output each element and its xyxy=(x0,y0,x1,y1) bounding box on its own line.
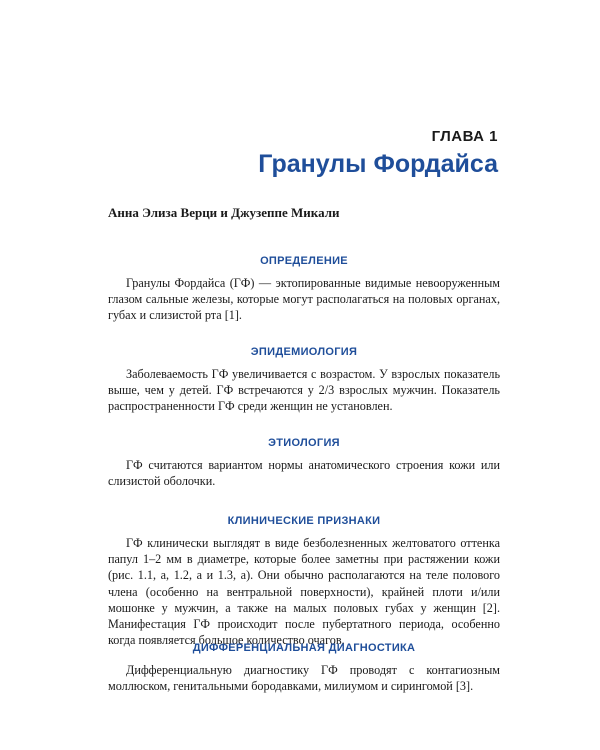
chapter-label: ГЛАВА 1 xyxy=(431,128,498,145)
authors: Анна Элиза Верци и Джузеппе Микали xyxy=(108,205,340,220)
section-text: Гранулы Фордайса (ГФ) — эктопированные видимые невооруженным глазом сальные железы, которые могут располагаться на половых органах, губах и слизистой рта [1]. xyxy=(108,276,500,323)
section-etiology xyxy=(108,437,500,489)
section-text: Дифференциальную диагностику ГФ проводят с контагиозным моллюском, генитальными бородавками, милиумом и сирингомой [3]. xyxy=(108,663,500,694)
section-differential-diagnosis xyxy=(108,642,500,694)
section-text: ГФ считаются вариантом нормы анатомического строения кожи или слизистой оболочки. xyxy=(108,458,500,489)
section-heading: ЭПИДЕМИОЛОГИЯ xyxy=(250,346,358,358)
section-heading: ДИФФЕРЕНЦИАЛЬНАЯ ДИАГНОСТИКА xyxy=(192,642,416,654)
chapter-title: Гранулы Фордайса xyxy=(258,150,498,178)
section-clinical-signs xyxy=(108,515,500,648)
section-text: ГФ клинически выглядят в виде безболезненных желтоватого оттенка папул 1–2 мм в диаметре, которые более заметны при растяжении кожи (рис. 1.1, а, 1.2, а и 1.3, а). Они обычно располагаются на теле полового члена (особенно на вентральной поверхности), крайней плоти и/или мошонке у мужчин, а также на малых половых губах у женщин [2]. Манифестация ГФ происходит после пубертатного периода, особенно когда появляется большое количество очагов. xyxy=(108,536,500,648)
section-heading: КЛИНИЧЕСКИЕ ПРИЗНАКИ xyxy=(227,515,381,527)
section-heading: ЭТИОЛОГИЯ xyxy=(268,437,340,449)
section-text: Заболеваемость ГФ увеличивается с возрастом. У взрослых показатель выше, чем у детей. ГФ встречаются у 2/3 взрослых мужчин. Показатель распространенности ГФ среди женщин не установлен. xyxy=(108,367,500,414)
section-epidemiology xyxy=(108,346,500,415)
section-definition xyxy=(108,255,500,324)
section-heading: ОПРЕДЕЛЕНИЕ xyxy=(260,255,348,267)
